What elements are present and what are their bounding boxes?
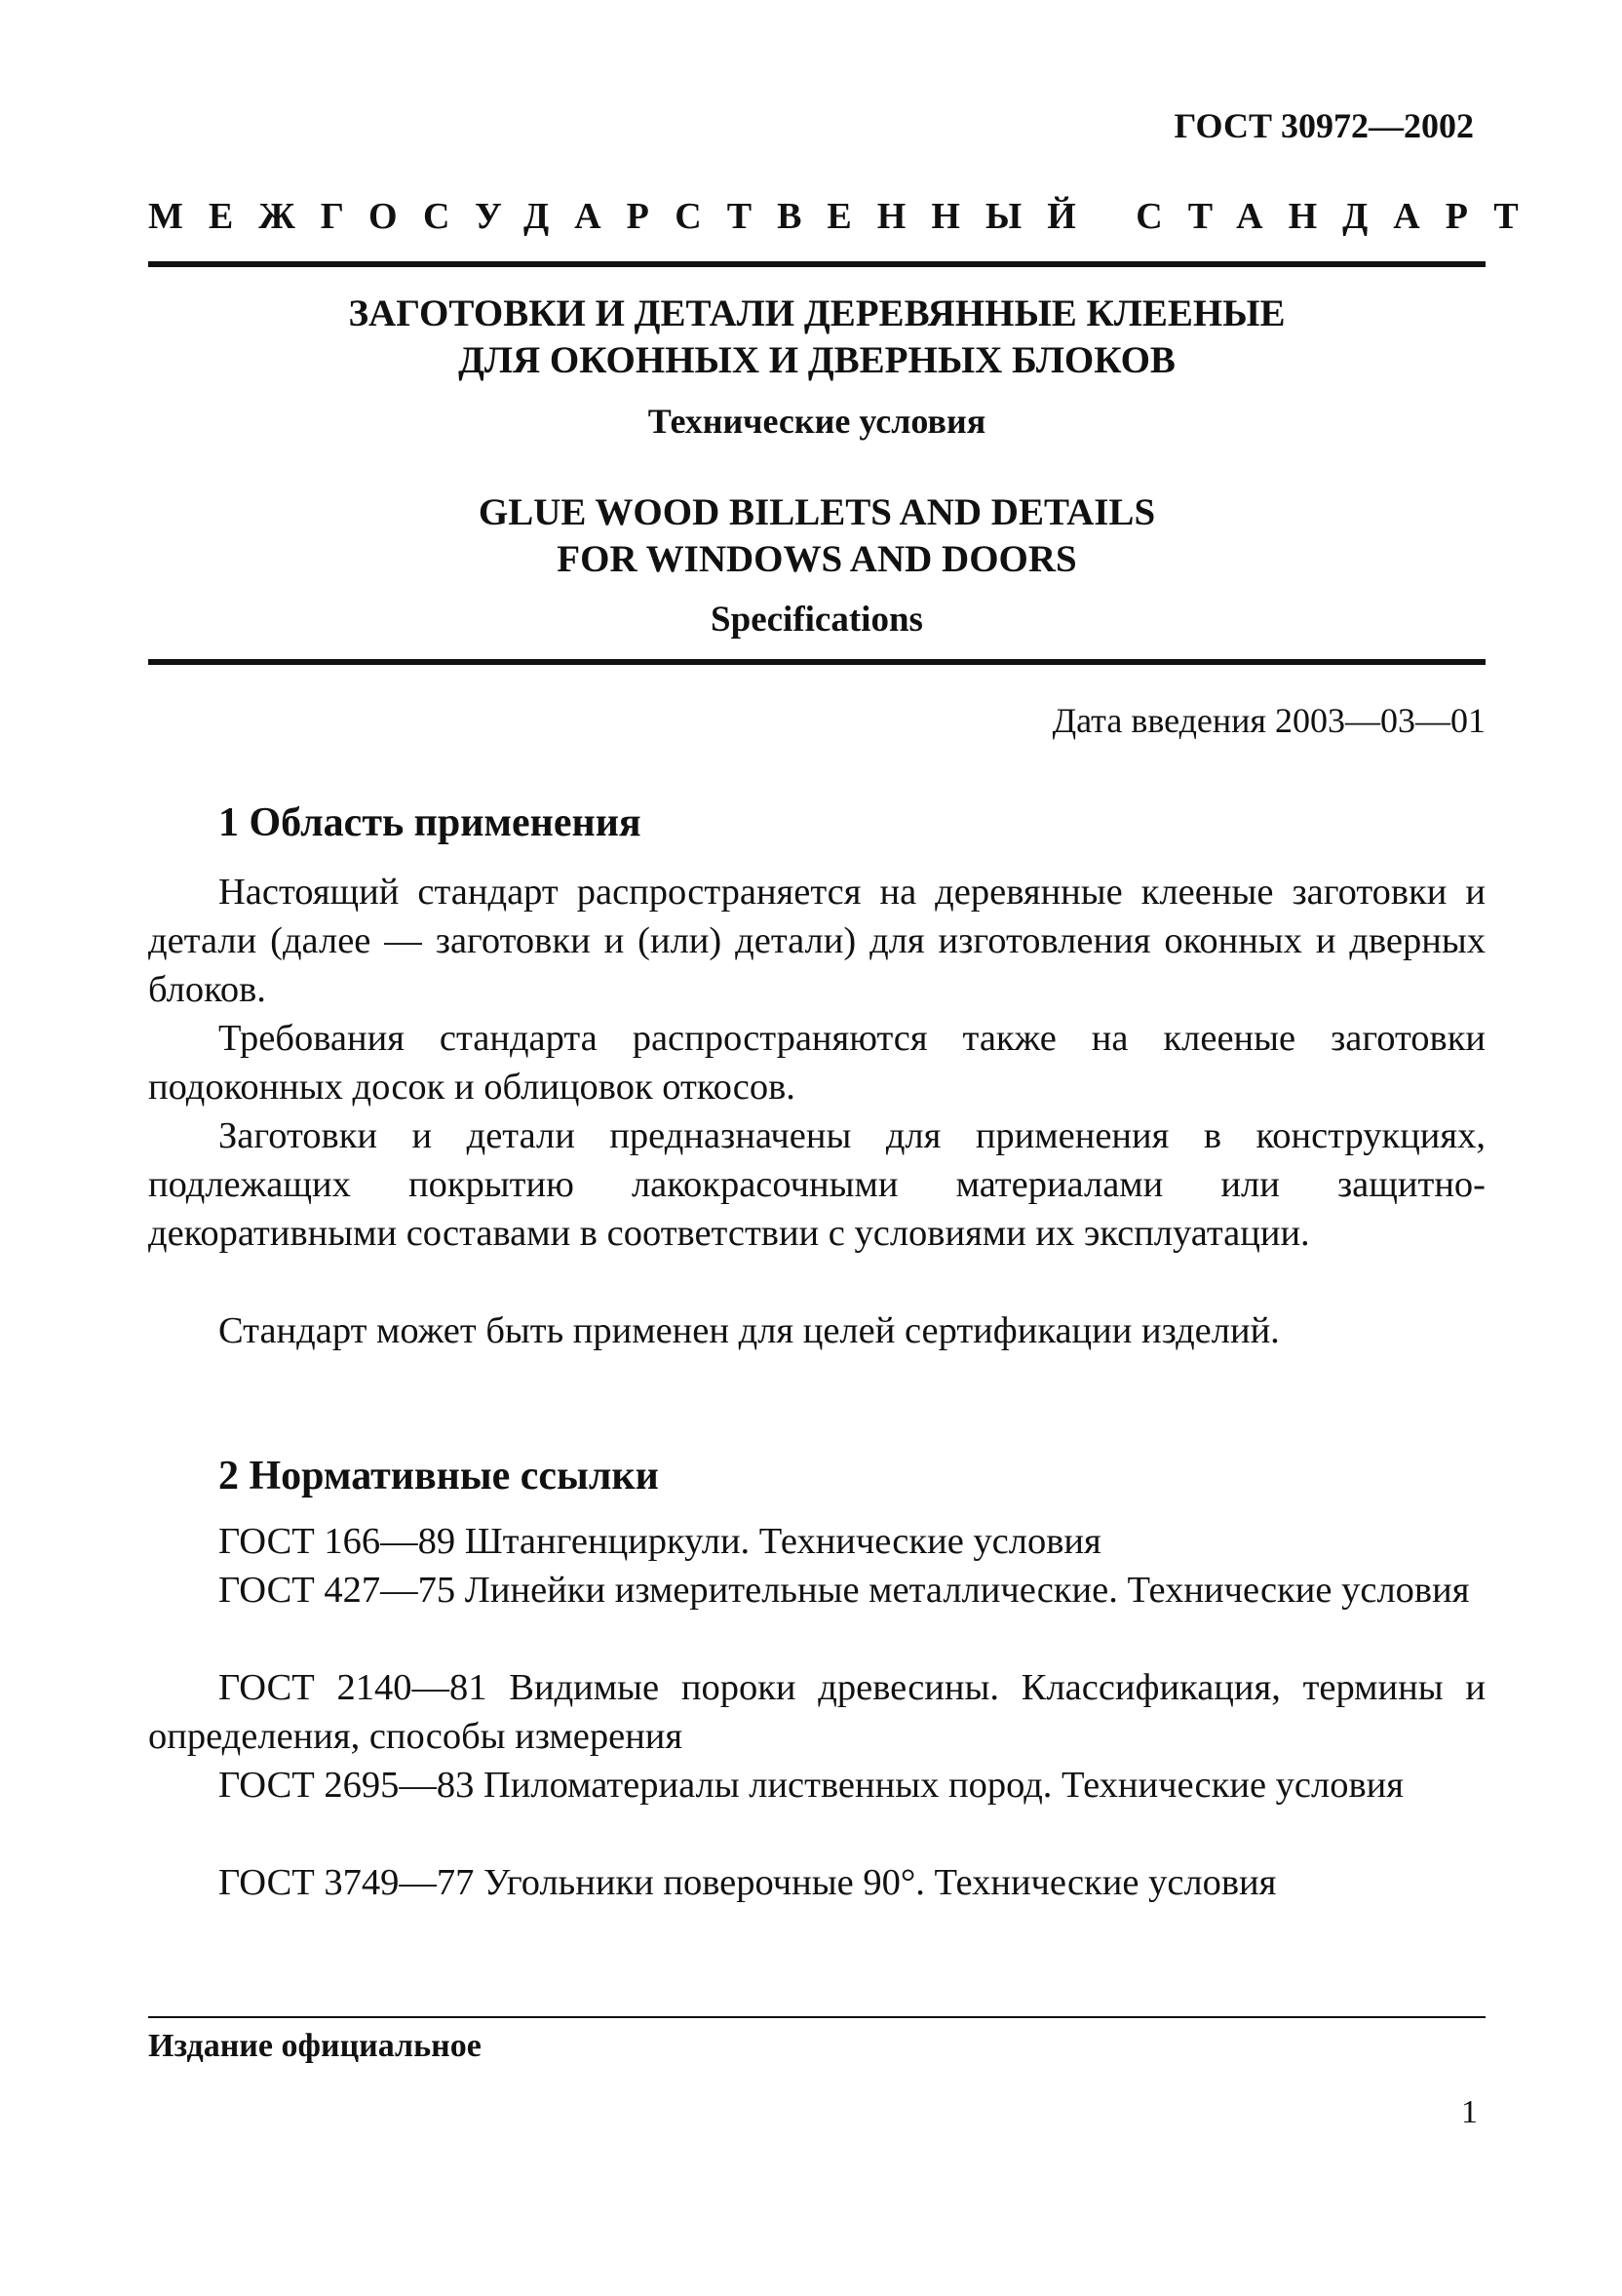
normative-reference-item: ГОСТ 2695—83 Пиломатериалы лиственных пород. Технические условия xyxy=(218,1765,1404,1806)
normative-reference-item: ГОСТ 166—89 Штангенциркули. Технические условия xyxy=(218,1521,1101,1562)
normative-reference-item: ГОСТ 427—75 Линейки измерительные металлические. Технические условия xyxy=(218,1570,1470,1611)
introduction-date: Дата введения 2003—03—01 xyxy=(1052,701,1486,740)
section-1-heading: 1 Область применения xyxy=(218,800,641,845)
title-en-line1: GLUE WOOD BILLETS AND DETAILS xyxy=(478,491,1156,533)
normative-reference-item: ГОСТ 2140—81 Видимые пороки древесины. Классификация, термины и определения, способы измерения xyxy=(148,1667,1486,1757)
subtitle-english: Specifications xyxy=(711,600,923,640)
section-1-paragraph: Требования стандарта распространяются также на клееные заготовки подоконных досок и облицовок откосов. xyxy=(148,1018,1486,1108)
page-number: 1 xyxy=(1461,2094,1478,2130)
official-edition-note: Издание официальное xyxy=(148,2028,482,2064)
title-en-line2: FOR WINDOWS AND DOORS xyxy=(557,538,1077,580)
title-russian xyxy=(148,291,1486,384)
footer-rule-divider xyxy=(148,2016,1486,2018)
title-english xyxy=(148,489,1486,583)
section-2-heading: 2 Нормативные ссылки xyxy=(218,1454,659,1498)
gost-code: ГОСТ 30972—2002 xyxy=(1174,106,1474,145)
section-1-paragraph: Настоящий стандарт распространяется на деревянные клееные заготовки и детали (далее — заготовки и (или) детали) для изготовления оконных и дверных блоков. xyxy=(148,872,1486,1010)
section-1-paragraph: Стандарт может быть применен для целей сертификации изделий. xyxy=(218,1310,1280,1351)
subtitle-russian: Технические условия xyxy=(647,402,986,441)
title-bottom-rule-divider xyxy=(148,659,1486,665)
title-ru-line1: ЗАГОТОВКИ И ДЕТАЛИ ДЕРЕВЯННЫЕ КЛЕЕНЫЕ xyxy=(348,292,1286,334)
normative-reference-item: ГОСТ 3749—77 Угольники поверочные 90°. Технические условия xyxy=(218,1862,1277,1903)
standard-type-heading: МЕЖГОСУДАРСТВЕННЫЙ СТАНДАРТ xyxy=(148,196,1544,237)
top-rule-divider xyxy=(148,261,1486,267)
title-ru-line2: ДЛЯ ОКОННЫХ И ДВЕРНЫХ БЛОКОВ xyxy=(458,339,1176,381)
section-1-paragraph: Заготовки и детали предназначены для применения в конструкциях, подлежащих покрытию лакокрасочными материалами или защитно-декоративными составами в соответствии с условиями их эксплуатации. xyxy=(148,1115,1486,1254)
